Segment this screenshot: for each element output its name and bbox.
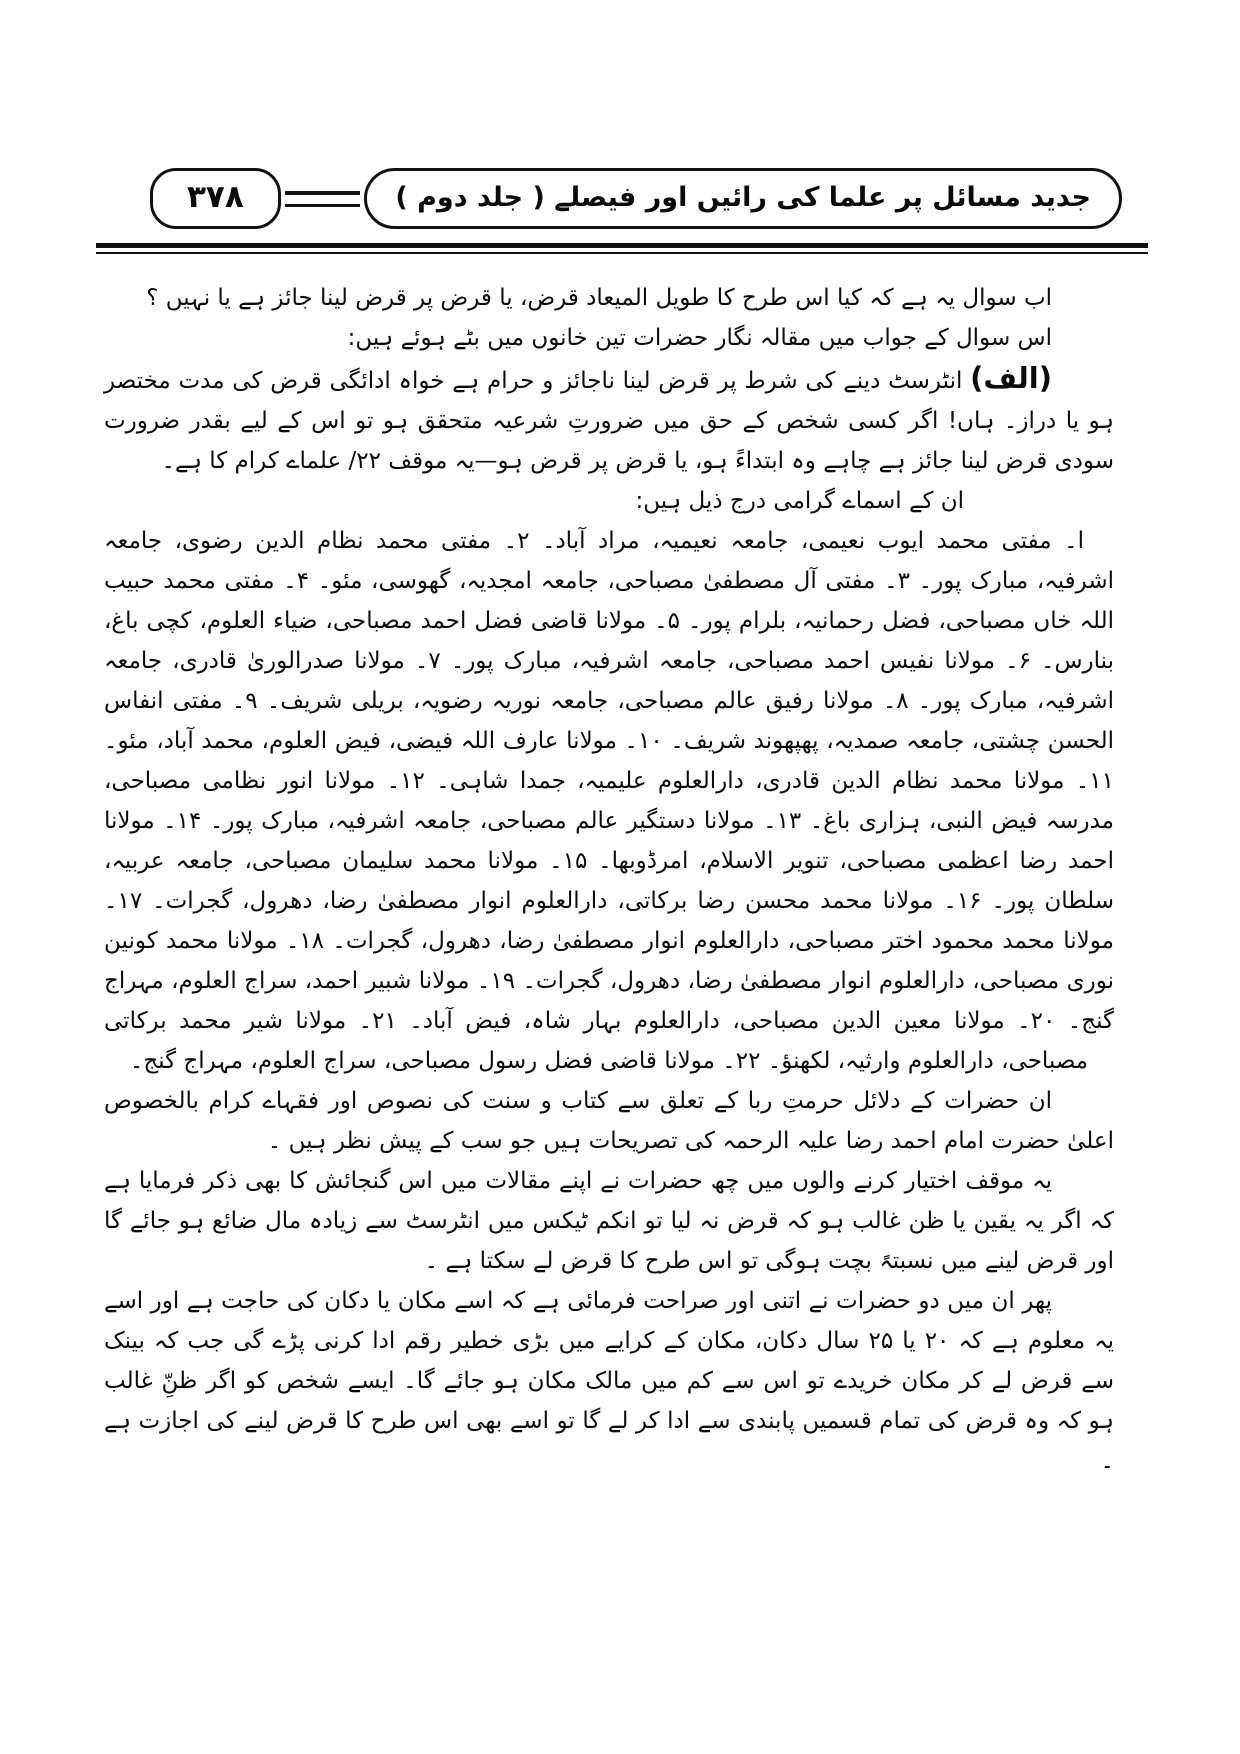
page-header	[150, 168, 1122, 229]
evidence-paragraph: ان حضرات کے دلائل حرمتِ ربا کے تعلق سے کتاب و سنت کی نصوص اور فقہاے کرام بالخصوص اعلیٰ حضرت امام احمد رضا علیہ الرحمہ کی تصریحات ہیں جو سب کے پیش نظر ہیں ۔	[104, 1088, 1114, 1155]
question-paragraph: اب سوال یہ ہے کہ کیا اس طرح کا طویل المیعاد قرض، یا قرض پر قرض لینا جائز ہے یا نہیں ؟	[146, 285, 1052, 312]
header-divider-rule	[96, 243, 1148, 254]
scholars-name-list: ا۔ مفتی محمد ایوب نعیمی، جامعہ نعیمیہ، مراد آباد۔ ۲۔ مفتی محمد نظام الدین رضوی، جامعہ اشرفیہ، مبارک پور۔ ۳۔ مفتی آل مصطفیٰ مصباحی، جامعہ امجدیہ، گھوسی، مئو۔ ۴۔ مفتی محمد حبیب اللہ خاں مصباحی، فضل رحمانیہ، بلرام پور۔ ۵۔ مولانا قاضی فضل احمد مصباحی، ضیاء العلوم، کچی باغ، بنارس۔ ۶۔ مولانا نفیس احمد مصباحی، جامعہ اشرفیہ، مبارک پور۔ ۷۔ مولانا صدرالوریٰ قادری، جامعہ اشرفیہ، مبارک پور۔ ۸۔ مولانا رفیق عالم مصباحی، جامعہ نوریہ رضویہ، بریلی شریف۔ ۹۔ مفتی انفاس الحسن چشتی، جامعہ صمدیہ، پھپھوند شریف۔ ۱۰۔ مولانا عارف اللہ فیضی، فیض العلوم، محمد آباد، مئو۔ ۱۱۔ مولانا محمد نظام الدین قادری، دارالعلوم علیمیہ، جمدا شاہی۔ ۱۲۔ مولانا انور نظامی مصباحی، مدرسہ فیض النبی، ہزاری باغ۔ ۱۳۔ مولانا دستگیر عالم مصباحی، جامعہ اشرفیہ، مبارک پور۔ ۱۴۔ مولانا احمد رضا اعظمی مصباحی، تنویر الاسلام، امرڈوبھا۔ ۱۵۔ مولانا محمد سلیمان مصباحی، جامعہ عربیہ، سلطان پور۔ ۱۶۔ مولانا محمد محسن رضا برکاتی، دارالعلوم انوار مصطفیٰ رضا، دھرول، گجرات۔ ۱۷۔ مولانا محمد محمود اختر مصباحی، دارالعلوم انوار مصطفیٰ رضا، دھرول، گجرات۔ ۱۸۔ مولانا محمد کونین نوری مصباحی، دارالعلوم انوار مصطفیٰ رضا، دھرول، گجرات۔ ۱۹۔ مولانا شبیر احمد، سراج العلوم، مہراج گنج۔ ۲۰۔ مولانا معین الدین مصباحی، دارالعلوم بہار شاہ، فیض آباد۔ ۲۱۔ مولانا شیر محمد برکاتی مصباحی، دارالعلوم وارثیہ، لکھنؤ۔ ۲۲۔ مولانا قاضی فضل رسول مصباحی، سراج العلوم، مہراج گنج۔	[104, 528, 1115, 1075]
concession-paragraph: یہ موقف اختیار کرنے والوں میں چھ حضرات نے اپنے مقالات میں اس گنجائش کا بھی ذکر فرمایا ہے کہ اگر یہ یقین یا ظن غالب ہو کہ قرض نہ لیا تو انکم ٹیکس میں انٹرسٹ سے زیادہ مال ضائع ہو جائے گا اور قرض لینے میں نسبتہً بچت ہوگی تو اس طرح کا قرض لے سکتا ہے ۔	[104, 1168, 1114, 1275]
alif-opinion-text: انٹرسٹ دینے کی شرط پر قرض لینا ناجائز و حرام ہے خواہ ادائگی قرض کی مدت مختصر ہو یا دراز۔ ہاں! اگر کسی شخص کے حق میں ضرورتِ شرعیہ متحقق ہو تو اس کے لیے بقدر ضرورت سودی قرض لینا جائز ہے چاہے وہ ابتداءً ہو، یا قرض پر قرض ہو—یہ موقف ۲۲/ علماے کرام کا ہے۔	[104, 368, 1114, 475]
page-number: ۳۷۸	[187, 179, 244, 215]
header-connector-rule	[285, 191, 361, 207]
book-title-badge	[364, 168, 1122, 229]
clarification-paragraph: پھر ان میں دو حضرات نے اتنی اور صراحت فرمائی ہے کہ اسے مکان یا دکان کی حاجت ہے اور اسے یہ معلوم ہے کہ ۲۰ یا ۲۵ سال دکان، مکان کے کرایے میں بڑی خطیر رقم ادا کرنی پڑے گی جب کہ بینک سے قرض لے کر مکان خریدے تو اس سے کم میں مالک مکان ہو جائے گا۔ ایسے شخص کو اگر ظنِّ غالب ہو کہ وہ قرض کی تمام قسمیں پابندی سے ادا کر لے گا تو اسے بھی اس طرح کا قرض لینے کی اجازت ہے ۔	[104, 1288, 1114, 1475]
page-content	[0, 254, 1240, 1481]
page-number-badge	[150, 168, 281, 229]
answer-intro-paragraph: اس سوال کے جواب میں مقالہ نگار حضرات تین خانوں میں بٹے ہوئے ہیں:	[347, 325, 1052, 352]
alif-section-label: (الف)	[970, 361, 1052, 396]
names-intro-line: ان کے اسماے گرامی درج ذیل ہیں:	[635, 488, 964, 515]
alif-opinion-paragraph	[104, 358, 1114, 481]
book-title: جدید مسائل پر علما کی رائیں اور فیصلے ( جلد دوم )	[395, 182, 1091, 214]
